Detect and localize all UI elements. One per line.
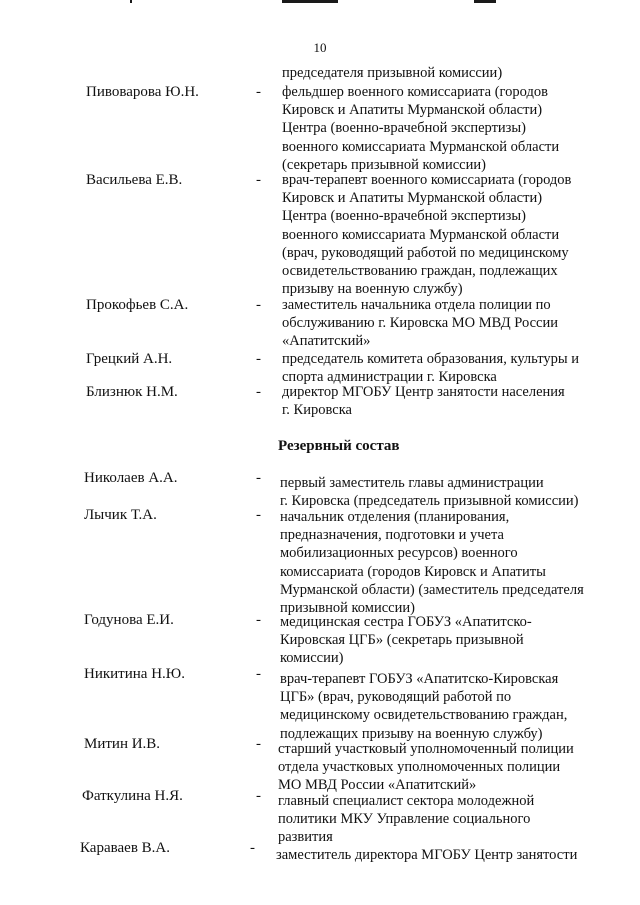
member-position: фельдшер военного комиссариата (городов Кировск и Апатиты Мурманской области) Центра (военно-врачебной экспертизы) военного комиссариата Мурманской области (секретарь призывной комиссии) [282, 84, 560, 173]
member-position: председатель комитета образования, культуры и спорта администрации г. Кировска [282, 351, 579, 386]
page-number: 10 [313, 40, 327, 55]
member-name: Годунова Е.И. [84, 612, 174, 628]
member-dash: - [256, 507, 261, 523]
member-name: Прокофьев С.А. [86, 297, 189, 313]
member-name: Николаев А.А. [84, 470, 178, 486]
member-name: Близнюк Н.М. [86, 384, 178, 400]
member-name: Митин И.В. [84, 736, 161, 752]
member-dash: - [256, 84, 261, 100]
member-dash: - [256, 351, 261, 367]
member-dash: - [256, 788, 261, 804]
member-position: врач-терапевт военного комиссариата (городов Кировск и Апатиты Мурманской области) Центра (военно-врачебной экспертизы) военного комиссариата Мурманской области (врач, руководящий работой по медицинскому освидетельствованию граждан, подлежащих призыву на военную службу) [282, 172, 572, 298]
member-position: начальник отделения (планирования, предназначения, подготовки и учета мобилизационных ресурсов) военного комиссариата (городов Кировск и Апатиты Мурманской области) (заместитель председателя призывной комиссии) [280, 509, 584, 617]
member-name: Васильева Е.В. [86, 172, 183, 188]
scan-mark-left [130, 0, 132, 3]
member-dash: - [250, 840, 255, 856]
member-name: Лычик Т.А. [84, 507, 157, 523]
member-position: старший участковый уполномоченный полиции отдела участковых уполномоченных полиции МО МВД России «Апатитский» [278, 741, 574, 794]
member-dash: - [256, 666, 261, 682]
member-position: заместитель начальника отдела полиции по обслуживанию г. Кировска МО МВД России «Апатитский» [282, 297, 559, 350]
member-name: Грецкий А.Н. [86, 351, 173, 367]
member-position: врач-терапевт ГОБУЗ «Апатитско-Кировская ЦГБ» (врач, руководящий работой по медицинскому освидетельствованию граждан, подлежащих призыву на военную службу) [280, 671, 568, 742]
member-name: Пивоварова Ю.Н. [86, 84, 199, 100]
member-dash: - [256, 384, 261, 400]
member-dash: - [256, 470, 261, 486]
scan-mark-right [474, 0, 496, 3]
member-position: директор МГОБУ Центр занятости населения г. Кировска [282, 384, 565, 419]
member-position: медицинская сестра ГОБУЗ «Апатитско- Кировская ЦГБ» (секретарь призывной комиссии) [280, 614, 532, 667]
member-dash: - [256, 736, 261, 752]
reserve-section-title: Резервный состав [278, 438, 400, 454]
member-position: первый заместитель главы администрации г. Кировска (председатель призывной комиссии) [280, 475, 579, 510]
member-name: Караваев В.А. [80, 840, 170, 856]
member-dash: - [256, 172, 261, 188]
member-dash: - [256, 297, 261, 313]
entry-description: председателя призывной комиссии) [282, 65, 503, 81]
member-name: Никитина Н.Ю. [84, 666, 185, 682]
member-dash: - [256, 612, 261, 628]
scan-mark-center [282, 0, 338, 3]
member-position: заместитель директора МГОБУ Центр занятости [276, 847, 578, 863]
member-position: главный специалист сектора молодежной политики МКУ Управление социального развития [278, 793, 535, 846]
member-name: Фаткулина Н.Я. [82, 788, 183, 804]
